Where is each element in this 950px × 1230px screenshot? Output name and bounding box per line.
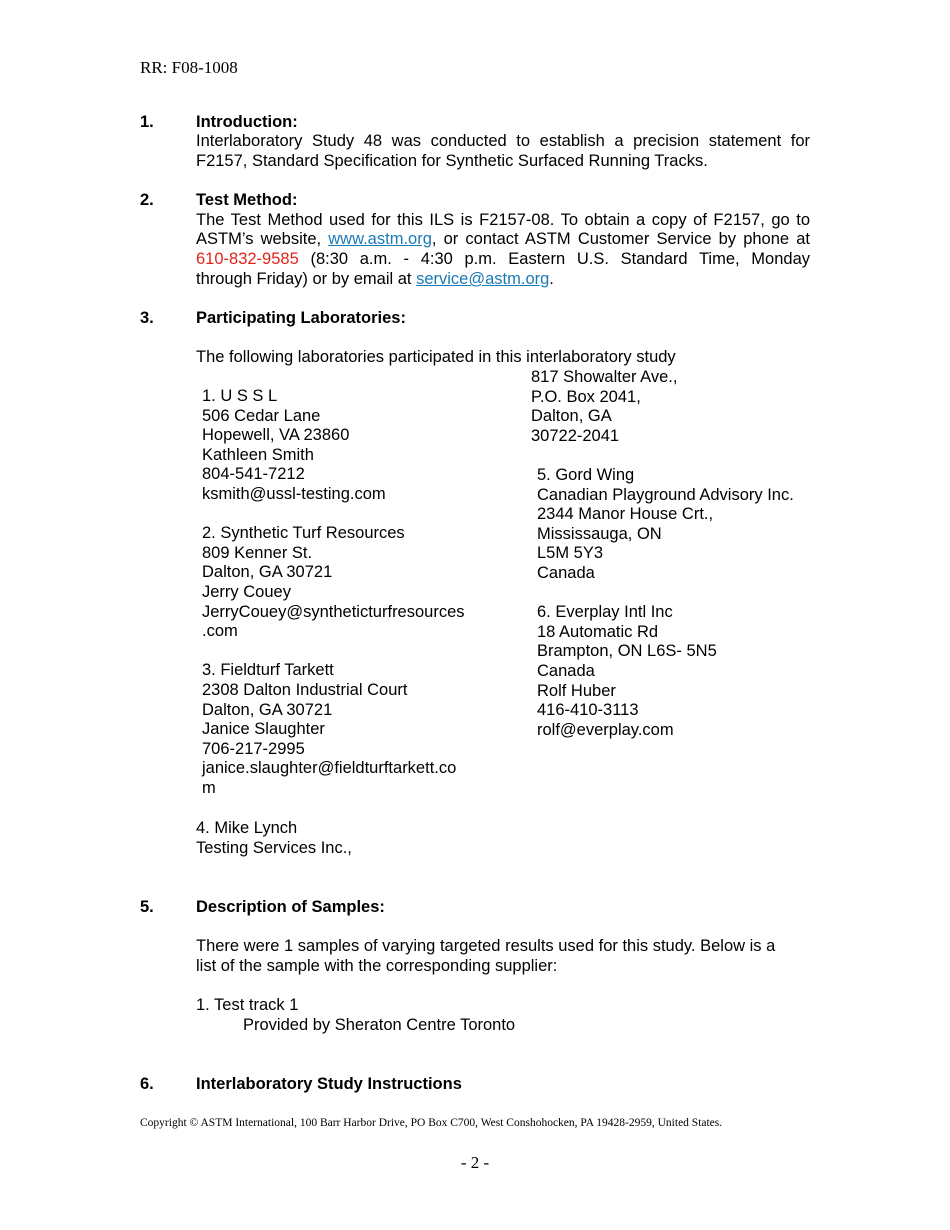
list-item: Hopewell, VA 23860 (202, 426, 350, 445)
section-1-title: Introduction: (196, 113, 298, 131)
list-item: Janice Slaughter (202, 720, 325, 739)
list-item: 506 Cedar Lane (202, 406, 321, 425)
list-item: Canada (537, 563, 595, 582)
report-id: RR: F08-1008 (140, 58, 238, 77)
list-item: Brampton, ON L6S- 5N5 (537, 642, 717, 661)
list-item: Jerry Couey (202, 582, 291, 601)
lab-list-left (202, 387, 465, 798)
list-item: 2308 Dalton Industrial Court (202, 680, 408, 699)
section-5-text-line2: list of the sample with the corresponding supplier: (196, 957, 558, 975)
list-item: 6. Everplay Intl Inc (537, 603, 673, 622)
list-item: ksmith@ussl-testing.com (202, 484, 386, 503)
sample-1-provider: Provided by Sheraton Centre Toronto (243, 1016, 516, 1034)
section-2-text-line2: ASTM’s website, www.astm.org, or contact ASTM Customer Service by phone at (196, 230, 810, 248)
list-item: 416-410-3113 (537, 701, 639, 720)
section-2-number: 2. (140, 191, 154, 209)
section-6-title: Interlaboratory Study Instructions (196, 1075, 462, 1093)
list-item: Canadian Playground Advisory Inc. (537, 485, 794, 504)
list-item (202, 505, 465, 525)
section-2-text-line4: through Friday) or by email at service@astm.org. (196, 270, 554, 288)
sample-1: 1. Test track 1 (196, 996, 299, 1014)
list-item: L5M 5Y3 (537, 544, 604, 563)
section-1-text-line2: F2157, Standard Specification for Synthetic Surfaced Running Tracks. (196, 152, 708, 170)
section-2-text-line1: The Test Method used for this ILS is F2157-08. To obtain a copy of F2157, go to (196, 211, 810, 229)
section-2-text-line3: 610-832-9585 (8:30 a.m. - 4:30 p.m. Eastern U.S. Standard Time, Monday (196, 250, 810, 268)
astm-website-link[interactable]: www.astm.org (328, 230, 432, 248)
list-item: janice.slaughter@fieldturftarkett.co (202, 759, 457, 778)
copyright-footer: Copyright © ASTM International, 100 Barr Harbor Drive, PO Box C700, West Conshohocken, PA 19428-2959, United States. (140, 1117, 723, 1129)
page-number: - 2 - (460, 1153, 490, 1172)
list-item: Kathleen Smith (202, 445, 314, 464)
list-item: m (202, 778, 216, 797)
section-1-text-line1: Interlaboratory Study 48 was conducted to establish a precision statement for (196, 132, 810, 150)
section-6-number: 6. (140, 1075, 154, 1093)
section-2-title: Test Method: (196, 191, 298, 209)
list-item: Rolf Huber (537, 681, 616, 700)
section-5-text-line1: There were 1 samples of varying targeted results used for this study. Below is a (196, 937, 776, 955)
list-item: .com (202, 622, 238, 641)
list-item: Canada (537, 661, 595, 680)
section-3-title: Participating Laboratories: (196, 309, 406, 327)
list-item: Mississauga, ON (537, 524, 662, 543)
section-5-title: Description of Samples: (196, 898, 385, 916)
list-item: 5. Gord Wing (537, 466, 635, 484)
astm-email-link[interactable]: service@astm.org (416, 270, 550, 288)
list-item (202, 642, 465, 662)
list-item: 18 Automatic Rd (537, 622, 659, 641)
lab-list-right (537, 466, 794, 740)
customer-service-phone: 610-832-9585 (196, 250, 299, 268)
section-5-number: 5. (140, 898, 154, 916)
section-3-intro: The following laboratories participated in this interlaboratory study (196, 348, 676, 366)
lab-4-name: 4. Mike Lynch (196, 819, 298, 837)
list-item: 809 Kenner St. (202, 543, 313, 562)
list-item: 2344 Manor House Crt., (537, 505, 714, 524)
list-item: 804-541-7212 (202, 465, 305, 484)
list-item: Dalton, GA 30721 (202, 563, 333, 582)
list-item: 1. U S S L (202, 387, 278, 405)
list-item: JerryCouey@syntheticturfresources (202, 602, 465, 621)
lab-4-address: 817 Showalter Ave., P.O. Box 2041, Dalton, GA 30722-2041 (531, 368, 678, 445)
list-item: Dalton, GA 30721 (202, 700, 333, 719)
list-item: 706-217-2995 (202, 739, 305, 758)
section-1-number: 1. (140, 113, 154, 131)
section-3-number: 3. (140, 309, 154, 327)
list-item: rolf@everplay.com (537, 720, 674, 739)
list-item: 2. Synthetic Turf Resources (202, 524, 405, 543)
list-item: 3. Fieldturf Tarkett (202, 661, 334, 680)
lab-4-company: Testing Services Inc., (196, 839, 352, 857)
list-item (537, 584, 794, 604)
